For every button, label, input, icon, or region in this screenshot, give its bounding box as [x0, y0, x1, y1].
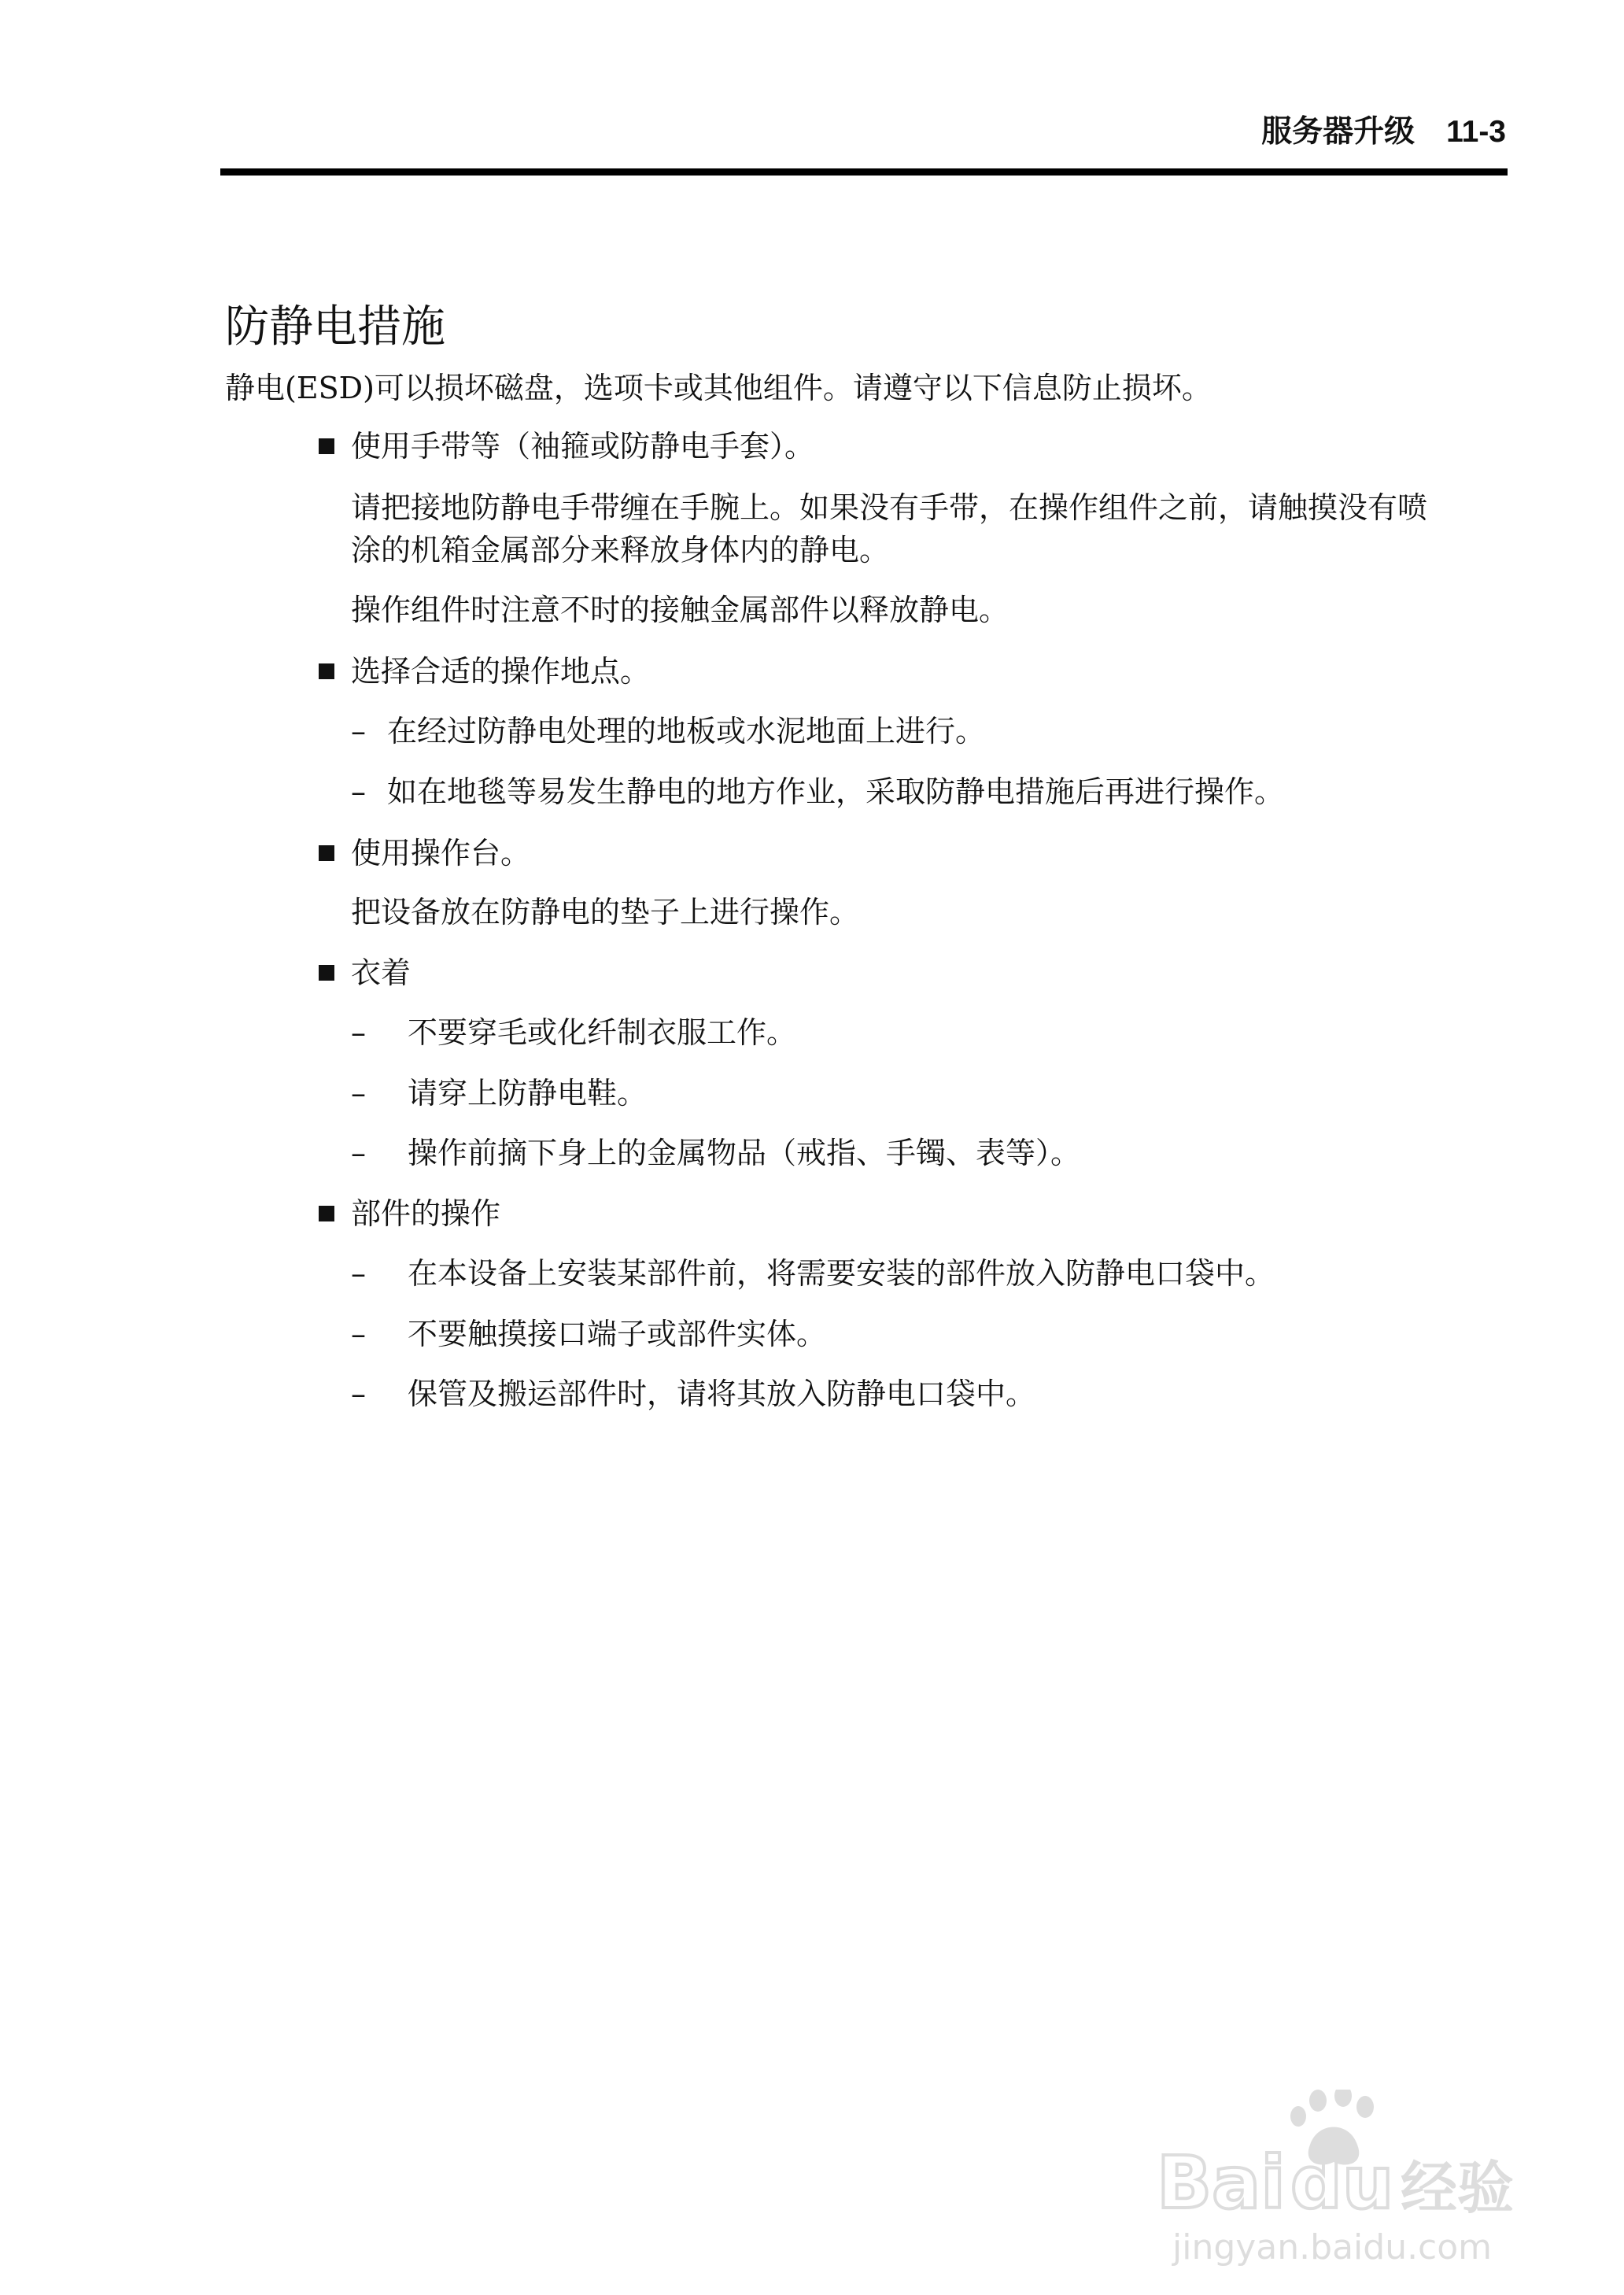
- item-paragraph: 操作组件时注意不时的接触金属部件以释放静电。: [351, 593, 1009, 627]
- section-title: 服务器升级: [1261, 115, 1415, 149]
- sub-item: 不要触摸接口端子或部件实体。: [408, 1317, 827, 1351]
- sub-item: 在经过防静电处理的地板或水泥地面上进行。: [387, 714, 986, 748]
- item-paragraph: 把设备放在防静电的垫子上进行操作。: [351, 895, 860, 929]
- bullet-square-icon: [319, 663, 334, 679]
- dash-icon: –: [351, 1015, 366, 1050]
- svg-text:经验: 经验: [1401, 2155, 1515, 2221]
- dash-icon: –: [351, 774, 366, 809]
- item-paragraph: 涂的机箱金属部分来释放身体内的静电。: [351, 533, 890, 567]
- item-heading: 使用操作台。: [351, 836, 531, 870]
- dash-icon: –: [351, 1076, 366, 1111]
- item-heading: 使用手带等（袖箍或防静电手套）。: [351, 429, 815, 464]
- sub-item: 不要穿毛或化纤制衣服工作。: [408, 1015, 797, 1050]
- item-heading: 部件的操作: [351, 1196, 501, 1231]
- dash-icon: –: [351, 1317, 366, 1351]
- sub-item: 请穿上防静电鞋。: [408, 1076, 648, 1111]
- sub-item: 在本设备上安装某部件前，将需要安装的部件放入防静电口袋中。: [408, 1256, 1275, 1291]
- dash-icon: –: [351, 1256, 366, 1291]
- svg-text:Bai: Bai: [1157, 2141, 1286, 2225]
- intro-text: 静电(ESD)可以损坏磁盘，选项卡或其他组件。请遵守以下信息防止损坏。: [225, 371, 1212, 405]
- bullet-square-icon: [319, 845, 334, 861]
- header-rule: [220, 168, 1508, 176]
- svg-text:jingyan.baidu.com: jingyan.baidu.com: [1172, 2227, 1493, 2267]
- dash-icon: –: [351, 714, 366, 748]
- dash-icon: –: [351, 1136, 366, 1170]
- page-title: 防静电措施: [225, 301, 445, 353]
- sub-item: 如在地毯等易发生静电的地方作业，采取防静电措施后再进行操作。: [387, 774, 1285, 809]
- bullet-square-icon: [319, 1206, 334, 1221]
- baidu-watermark-logo: [1149, 2090, 1542, 2271]
- item-heading: 选择合适的操作地点。: [351, 654, 651, 689]
- bullet-square-icon: [319, 438, 334, 454]
- svg-text:du: du: [1290, 2141, 1394, 2225]
- item-paragraph: 请把接地防静电手带缠在手腕上。如果没有手带，在操作组件之前，请触摸没有喷: [351, 490, 1428, 525]
- dash-icon: –: [351, 1377, 366, 1411]
- page-number: 11-3: [1446, 115, 1506, 149]
- item-heading: 衣着: [351, 955, 412, 990]
- bullet-square-icon: [319, 965, 334, 981]
- running-header: [1261, 116, 1506, 147]
- sub-item: 保管及搬运部件时，请将其放入防静电口袋中。: [408, 1377, 1036, 1411]
- sub-item: 操作前摘下身上的金属物品（戒指、手镯、表等）。: [408, 1136, 1081, 1170]
